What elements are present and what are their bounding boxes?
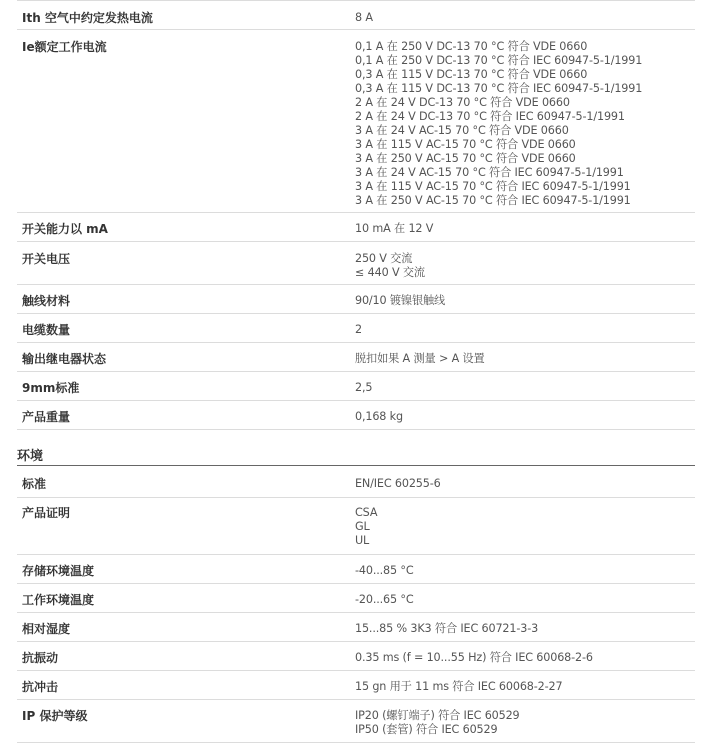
- spec-value: -20...65 °C: [355, 593, 414, 606]
- environment-spec-row-5: [17, 642, 695, 671]
- spec-label: 产品证明: [22, 506, 71, 520]
- spec-value: CSA: [355, 506, 378, 519]
- environment-spec-row-4: [17, 613, 695, 642]
- environment-spec-row-0: [17, 470, 695, 498]
- spec-values: [355, 470, 695, 497]
- spec-label: 标准: [22, 477, 47, 491]
- spec-value: IP20 (螺钉端子) 符合 IEC 60529: [355, 709, 520, 722]
- spec-values: [355, 401, 695, 429]
- spec-value: -40...85 °C: [355, 564, 414, 577]
- spec-value: 2,5: [355, 381, 373, 394]
- spec-value: 90/10 镀镍银触线: [355, 294, 446, 307]
- spec-value: 15...85 % 3K3 符合 IEC 60721-3-3: [355, 622, 539, 635]
- spec-values: [355, 372, 695, 400]
- spec-values: [355, 213, 695, 241]
- spec-label: 9mm标准: [22, 381, 80, 395]
- electrical-spec-table: [17, 1, 695, 430]
- electrical-spec-row-7: [17, 372, 695, 401]
- spec-value: 2 A 在 24 V DC-13 70 °C 符合 VDE 0660: [355, 96, 570, 109]
- spec-value: 0,1 A 在 250 V DC-13 70 °C 符合 IEC 60947-5-1/1991: [355, 54, 643, 67]
- spec-values: [355, 1, 695, 29]
- spec-value: GL: [355, 520, 370, 533]
- spec-value: 10 mA 在 12 V: [355, 222, 434, 235]
- spec-values: [355, 555, 695, 583]
- environment-heading-text: 环境: [17, 449, 44, 464]
- spec-values: [355, 498, 695, 554]
- electrical-spec-row-1: [17, 30, 695, 213]
- spec-value: 2 A 在 24 V DC-13 70 °C 符合 IEC 60947-5-1/1991: [355, 110, 625, 123]
- environment-spec-row-3: [17, 584, 695, 613]
- spec-value: EN/IEC 60255-6: [355, 477, 441, 490]
- spec-label: 相对湿度: [22, 622, 71, 636]
- spec-label: IP 保护等级: [22, 709, 88, 723]
- electrical-spec-row-3: [17, 242, 695, 285]
- spec-value: 250 V 交流: [355, 252, 413, 265]
- spec-values: [355, 671, 695, 699]
- spec-label: Ie额定工作电流: [22, 40, 107, 54]
- spec-value: UL: [355, 534, 370, 547]
- electrical-spec-row-0: [17, 1, 695, 30]
- spec-value: 3 A 在 250 V AC-15 70 °C 符合 IEC 60947-5-1/1991: [355, 194, 631, 207]
- spec-value: IP50 (套管) 符合 IEC 60529: [355, 723, 498, 736]
- spec-value: 0,3 A 在 115 V DC-13 70 °C 符合 VDE 0660: [355, 68, 588, 81]
- section-heading-environment: [17, 449, 695, 466]
- spec-value: 3 A 在 115 V AC-15 70 °C 符合 VDE 0660: [355, 138, 576, 151]
- spec-values: [355, 343, 695, 371]
- spec-label: 电缆数量: [22, 323, 71, 337]
- spec-value: 脱扣如果 A 测量 > A 设置: [355, 352, 485, 365]
- spec-label: 开关能力以 mA: [22, 222, 108, 236]
- spec-value: 3 A 在 250 V AC-15 70 °C 符合 VDE 0660: [355, 152, 576, 165]
- spec-label: 开关电压: [22, 252, 71, 266]
- spec-page: [17, 0, 695, 736]
- electrical-spec-row-4: [17, 285, 695, 314]
- environment-spec-row-7: [17, 700, 695, 743]
- spec-value: 2: [355, 323, 362, 336]
- spec-label: 工作环境温度: [22, 593, 95, 607]
- spec-label: 存储环境温度: [22, 564, 95, 578]
- spec-value: 0,3 A 在 115 V DC-13 70 °C 符合 IEC 60947-5-1/1991: [355, 82, 643, 95]
- spec-values: [355, 30, 695, 212]
- spec-values: [355, 242, 695, 284]
- spec-label: 产品重量: [22, 410, 71, 424]
- spec-value: 0,168 kg: [355, 410, 403, 423]
- spec-value: 3 A 在 24 V AC-15 70 °C 符合 IEC 60947-5-1/1991: [355, 166, 624, 179]
- spec-values: [355, 584, 695, 612]
- spec-value: 0.35 ms (f = 10...55 Hz) 符合 IEC 60068-2-6: [355, 651, 593, 664]
- electrical-spec-row-5: [17, 314, 695, 343]
- spec-value: 8 A: [355, 11, 373, 24]
- electrical-spec-row-6: [17, 343, 695, 372]
- environment-spec-row-6: [17, 671, 695, 700]
- environment-spec-table: [17, 470, 695, 743]
- spec-value: 3 A 在 24 V AC-15 70 °C 符合 VDE 0660: [355, 124, 569, 137]
- spec-values: [355, 700, 695, 742]
- spec-label: Ith 空气中约定发热电流: [22, 11, 153, 25]
- environment-spec-row-1: [17, 498, 695, 555]
- spec-label: 触线材料: [22, 294, 71, 308]
- electrical-spec-row-2: [17, 213, 695, 242]
- spec-value: 0,1 A 在 250 V DC-13 70 °C 符合 VDE 0660: [355, 40, 588, 53]
- spec-label: 输出继电器状态: [22, 352, 107, 366]
- environment-spec-row-2: [17, 555, 695, 584]
- spec-values: [355, 642, 695, 670]
- electrical-spec-row-8: [17, 401, 695, 430]
- spec-label: 抗振动: [22, 651, 59, 665]
- spec-values: [355, 613, 695, 641]
- spec-values: [355, 285, 695, 313]
- spec-label: 抗冲击: [22, 680, 59, 694]
- spec-value: 15 gn 用于 11 ms 符合 IEC 60068-2-27: [355, 680, 563, 693]
- spec-value: ≤ 440 V 交流: [355, 266, 425, 279]
- spec-values: [355, 314, 695, 342]
- spec-value: 3 A 在 115 V AC-15 70 °C 符合 IEC 60947-5-1/1991: [355, 180, 631, 193]
